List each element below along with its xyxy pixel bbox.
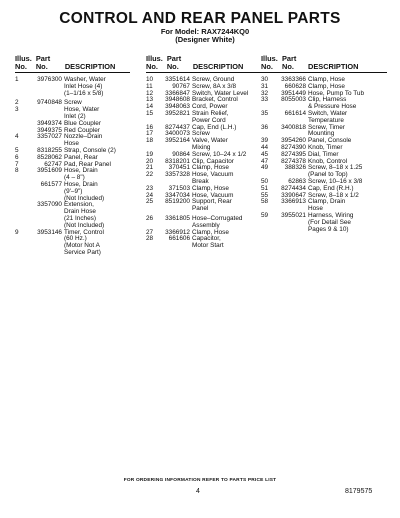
part-description: Screw: [64, 99, 82, 107]
part-description: Pages 9 & 10): [308, 225, 349, 233]
part-description: Screw, 10–16 x 3/8: [308, 177, 363, 185]
illus-number: 44: [261, 143, 269, 151]
part-description: Washer, Water: [64, 76, 106, 83]
illus-number: 30: [261, 76, 269, 83]
part-number: 62863: [288, 177, 306, 185]
part-number: [31, 209, 64, 216]
part-number: 661577: [40, 180, 62, 188]
illus-number: [15, 91, 31, 98]
illus-number: 5: [15, 146, 19, 154]
illus-number: 2: [15, 99, 19, 107]
illus-number: [146, 243, 162, 250]
illus-number: 55: [261, 191, 269, 199]
illus-number: 32: [261, 89, 269, 97]
part-description: Hose, Pump To Tub: [308, 89, 365, 97]
illus-number: 10: [146, 76, 154, 83]
part-number: 8055003: [281, 96, 306, 104]
illus-number: 49: [261, 164, 269, 172]
part-row: [261, 199, 387, 206]
part-description: Clamp, Hose: [192, 228, 229, 236]
part-description: Cap, End (R.H.): [308, 184, 354, 192]
part-description: (9'–9"): [64, 187, 83, 195]
part-description: Screw, 8A x 3/8: [192, 82, 237, 90]
part-description: & Pressure Hose: [308, 103, 357, 111]
illus-number: 59: [261, 211, 269, 219]
illus-number: 13: [146, 96, 154, 104]
illus-number: 33: [261, 96, 269, 104]
model-note: (Designer White): [175, 35, 235, 44]
part-number: 8318255: [37, 146, 62, 154]
illus-number: 27: [146, 228, 154, 236]
part-description: Hose: [308, 205, 323, 213]
part-number: 3952821: [165, 109, 190, 117]
part-number: 3366913: [281, 198, 306, 206]
part-description: (Not Included): [64, 221, 105, 229]
part-number: 3390647: [281, 191, 306, 199]
part-description: Service Part): [64, 248, 101, 256]
part-number: 3953146: [37, 228, 62, 236]
header-description: [65, 55, 130, 71]
parts-column-2: [146, 55, 261, 250]
part-number: 8274390: [281, 143, 306, 151]
part-number: 3949374: [37, 119, 62, 127]
part-description: Nozzle–Drain: [64, 133, 103, 141]
part-number: 661606: [168, 235, 190, 243]
illus-number: [15, 216, 31, 223]
part-description: Extension,: [64, 201, 94, 209]
illus-number: 58: [261, 198, 269, 206]
part-number: 3955021: [281, 211, 306, 219]
part-description: Clip, Capacitor: [192, 157, 234, 165]
header-illus: Illus.: [261, 54, 278, 63]
illus-number: 16: [146, 123, 154, 131]
illus-number: [15, 182, 31, 189]
part-number: 8318201: [165, 157, 190, 165]
illus-number: [15, 114, 31, 121]
illus-number: 31: [261, 82, 269, 90]
part-description: Screw, 8–18 x 1/2: [308, 191, 359, 199]
header-illus-no: [146, 55, 163, 71]
part-description: (Not Included): [64, 194, 105, 202]
part-description: Hose: [64, 140, 79, 148]
illus-number: 35: [261, 109, 269, 117]
part-number: [31, 216, 64, 223]
illus-number: 21: [146, 164, 154, 172]
part-row: [15, 91, 130, 98]
part-description: Screw, Timer: [308, 123, 345, 131]
illus-number: [15, 196, 31, 203]
part-description: (1–1/16 x 5/8): [64, 89, 104, 97]
part-description: Harness, Wiring: [308, 211, 354, 219]
header-desc: DESCRIPTION: [308, 62, 359, 71]
part-number: 8519200: [165, 198, 190, 206]
part-description: Screw, Ground: [192, 76, 235, 83]
part-description: Motor Start: [192, 242, 224, 250]
part-number: 660628: [284, 82, 306, 90]
part-description: Temperature: [308, 116, 344, 124]
part-description: Hose, Water: [64, 106, 100, 114]
part-number: 3357027: [37, 133, 62, 141]
part-number: 3361805: [165, 214, 190, 222]
part-row: [146, 206, 261, 213]
column-header: [261, 55, 387, 73]
illus-number: 4: [15, 133, 19, 141]
column-header: [15, 55, 130, 73]
part-description: Drain Hose: [64, 208, 96, 216]
illus-number: 9: [15, 228, 19, 236]
part-number: 90864: [172, 150, 190, 158]
header-part-no-label: No.: [35, 62, 48, 71]
header-description: [193, 55, 261, 71]
part-description: Pad, Rear Panel: [64, 160, 111, 168]
part-number: 3400073: [165, 130, 190, 138]
part-number: 661614: [284, 109, 306, 117]
header-part-no: [278, 55, 308, 71]
illus-number: [15, 250, 31, 257]
part-description: Clip, Harness: [308, 96, 347, 104]
part-number: 371503: [168, 184, 190, 192]
part-number: 3951449: [281, 89, 306, 97]
header-illus-no: [261, 55, 278, 71]
part-description: Inlet Hose (4): [64, 82, 103, 90]
part-description: Power Cord: [192, 116, 226, 124]
part-description: Red Coupler: [64, 126, 100, 134]
part-number: 3357328: [165, 171, 190, 179]
part-description: Panel, Rear: [64, 153, 98, 161]
part-description: Clamp, Drain: [308, 198, 346, 206]
part-description: (4 – 8"): [64, 174, 85, 182]
part-number: [162, 206, 192, 213]
part-description: Capacitor,: [192, 235, 221, 243]
illus-number: 17: [146, 130, 154, 138]
part-description: Knob, Timer: [308, 143, 343, 151]
illus-number: 22: [146, 171, 154, 179]
part-description: Hose, Vacuum: [192, 191, 234, 199]
part-description: (For Detail See: [308, 218, 351, 226]
part-number: [31, 189, 64, 196]
illus-number: 26: [146, 214, 154, 222]
model-info: [0, 28, 400, 44]
part-number: 3351614: [165, 76, 190, 83]
page-title: CONTROL AND REAR PANEL PARTS: [59, 10, 341, 27]
part-number: 3952164: [165, 137, 190, 145]
model-line: For Model: RAX7244KQ0: [160, 27, 250, 36]
part-description: Panel, Console: [308, 137, 352, 145]
illus-number: [15, 202, 31, 209]
part-number: 370451: [168, 164, 190, 172]
part-description: Valve, Water: [192, 137, 228, 145]
part-description: Hose, Drain: [64, 167, 98, 175]
illus-number: [15, 189, 31, 196]
header-illus-no-label: No.: [15, 62, 27, 71]
part-description: (21 Inches): [64, 214, 96, 222]
part-number: 388326: [284, 164, 306, 172]
part-description: Inlet (2): [64, 112, 86, 120]
header-illus: Illus.: [146, 54, 163, 63]
part-number: 3949375: [37, 126, 62, 134]
header-illus-no-label: No.: [261, 62, 273, 71]
illus-number: 45: [261, 150, 269, 158]
part-number: 8274378: [281, 157, 306, 165]
illus-number: 6: [15, 153, 19, 161]
illus-number: 1: [15, 76, 19, 83]
part-description: Timer, Control: [64, 228, 104, 236]
part-number: [278, 227, 308, 234]
illus-number: 24: [146, 191, 154, 199]
part-number: 3366912: [165, 228, 190, 236]
part-number: [31, 91, 64, 98]
part-number: 3357090: [37, 201, 62, 209]
illus-number: 19: [146, 150, 154, 158]
column-header: [146, 55, 261, 73]
part-description: Break: [192, 177, 209, 185]
part-description: Hose, Drain: [64, 180, 98, 188]
part-number: [31, 250, 64, 257]
part-description: Support, Rear: [192, 198, 232, 206]
header-illus-no-label: No.: [146, 62, 158, 71]
part-description: Clamp, Hose: [308, 82, 345, 90]
part-description: Switch, Water Level: [192, 89, 249, 97]
part-row: [261, 227, 387, 234]
illus-number: [146, 206, 162, 213]
header-part: Part: [282, 54, 297, 63]
part-number: [162, 243, 192, 250]
illus-number: [261, 227, 278, 234]
part-number: 3400818: [281, 123, 306, 131]
part-description: Mounting: [308, 130, 335, 138]
part-description: Screw: [192, 130, 210, 138]
part-description: Assembly: [192, 221, 220, 229]
part-description: Strain Relief,: [192, 109, 229, 117]
illus-number: 14: [146, 103, 154, 111]
illus-number: 36: [261, 123, 269, 131]
header-part-no: [32, 55, 65, 71]
illus-number: [15, 84, 31, 91]
page-number: 4: [196, 488, 200, 495]
header-part-no-label: No.: [282, 62, 294, 71]
part-number: 3976300: [37, 76, 62, 83]
part-number: 3948063: [165, 103, 190, 111]
illus-number: 47: [261, 157, 269, 165]
part-row: [146, 243, 261, 250]
part-description: Cap, End (L.H.): [192, 123, 237, 131]
part-number: 3363366: [281, 76, 306, 83]
part-number: 8274395: [281, 150, 306, 158]
part-number: 8274434: [281, 184, 306, 192]
document-number: 8179575: [345, 488, 373, 495]
part-description: (Panel to Top): [308, 171, 348, 179]
part-number: [278, 220, 308, 227]
header-desc: DESCRIPTION: [64, 62, 116, 71]
illus-number: 15: [146, 109, 154, 117]
illus-number: [15, 236, 31, 243]
illus-number: 3: [15, 106, 19, 114]
illus-number: 51: [261, 184, 269, 192]
part-number: [31, 107, 64, 114]
header-desc: DESCRIPTION: [192, 62, 244, 71]
part-description: Clamp, Hose: [308, 76, 345, 83]
part-description: (60 Hz.): [64, 235, 87, 243]
part-description: Screw, 8–18 x 1.25: [308, 164, 363, 172]
illus-number: 28: [146, 235, 154, 243]
part-number: 3347034: [165, 191, 190, 199]
illus-number: [15, 121, 31, 128]
part-description: Panel: [192, 205, 209, 213]
illus-number: 12: [146, 89, 154, 97]
part-number: 3366847: [165, 89, 190, 97]
part-description: Hose, Vacuum: [192, 171, 234, 179]
part-description: Mixing: [192, 143, 211, 151]
illus-number: 18: [146, 137, 154, 145]
illus-number: 50: [261, 177, 269, 185]
illus-number: [15, 209, 31, 216]
part-number: 8528062: [37, 153, 62, 161]
header-illus-no: [15, 55, 32, 71]
part-description: Switch, Water: [308, 109, 348, 117]
illus-number: 20: [146, 157, 154, 165]
part-description: (Motor Not A: [64, 242, 100, 250]
parts-column-3: [261, 55, 387, 233]
ordering-footer: FOR ORDERING INFORMATION REFER TO PARTS PRICE LIST: [123, 478, 277, 483]
illus-number: 25: [146, 198, 154, 206]
header-part: Part: [35, 54, 51, 63]
illus-number: [15, 243, 31, 250]
illus-number: 23: [146, 184, 154, 192]
part-description: Bracket, Control: [192, 96, 238, 104]
part-description: Cord, Power: [192, 103, 228, 111]
illus-number: 39: [261, 137, 269, 145]
part-description: Dial, Timer: [308, 150, 339, 158]
illus-number: 7: [15, 160, 19, 168]
part-number: 9740848: [37, 99, 62, 107]
illus-number: [15, 175, 31, 182]
header-part-no: [163, 55, 193, 71]
illus-number: [261, 220, 278, 227]
header-part: Part: [166, 54, 182, 63]
part-number: 3951609: [37, 167, 62, 175]
part-description: Hose–Corrugated: [192, 214, 243, 222]
parts-column-1: [15, 55, 130, 257]
part-description: Strap, Console (2): [64, 146, 116, 154]
part-number: 3948608: [165, 96, 190, 104]
part-row: [15, 250, 130, 257]
header-description: [308, 55, 387, 71]
part-number: 62747: [44, 160, 62, 168]
header-illus: Illus.: [15, 54, 32, 63]
part-number: [31, 84, 64, 91]
part-number: 3954260: [281, 137, 306, 145]
part-description: Blue Coupler: [64, 119, 101, 127]
part-number: 90767: [172, 82, 190, 90]
part-number: [31, 236, 64, 243]
header-part-no-label: No.: [166, 62, 179, 71]
part-description: Knob, Control: [308, 157, 348, 165]
part-number: [31, 243, 64, 250]
part-description: Clamp, Hose: [192, 164, 229, 172]
illus-number: 8: [15, 167, 19, 175]
part-number: 8274437: [165, 123, 190, 131]
part-description: Screw, 10–24 x 1/2: [192, 150, 247, 158]
part-description: Clamp, Hose: [192, 184, 229, 192]
illus-number: 11: [146, 82, 153, 90]
